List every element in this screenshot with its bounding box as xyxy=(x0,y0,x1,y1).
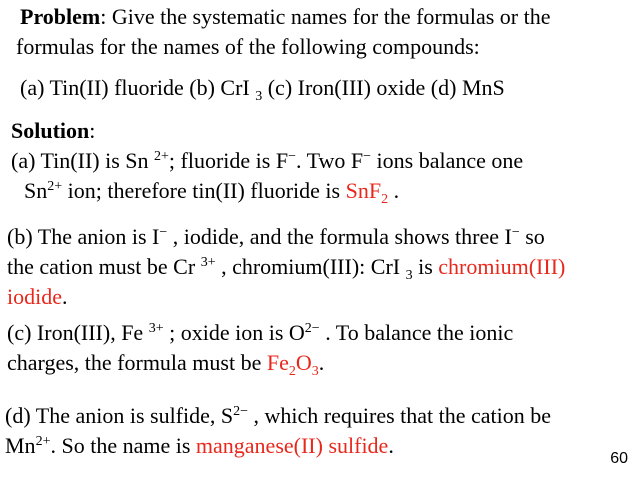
superscript: − xyxy=(288,149,296,164)
answer-text: SnF xyxy=(345,178,382,203)
problem-label: Problem xyxy=(20,4,101,29)
superscript: 3+ xyxy=(200,255,216,270)
text: ions balance one xyxy=(376,148,524,173)
subscript: 3 xyxy=(311,364,319,379)
solution-b-line-2 xyxy=(7,254,566,283)
problem-line-2 xyxy=(16,34,480,60)
problem-items xyxy=(20,75,505,104)
text: ion; therefore tin(II) fluoride is xyxy=(67,178,341,203)
answer-b: chromium(III) xyxy=(438,254,566,279)
solution-colon: : xyxy=(89,118,96,143)
text: charges, the formula must be xyxy=(7,350,262,375)
problem-items-text: (a) Tin(II) fluoride (b) CrI xyxy=(20,75,250,100)
page-number: 60 xyxy=(610,450,628,467)
text: ; oxide ion is O xyxy=(169,320,305,345)
solution-c-line-1 xyxy=(7,320,513,346)
solution-d-line-1 xyxy=(5,403,551,429)
text: the cation must be Cr xyxy=(7,254,196,279)
text: . So the name is xyxy=(50,433,191,458)
solution-c-line-2 xyxy=(7,350,325,379)
text: so xyxy=(525,224,545,249)
solution-label: Solution xyxy=(11,118,90,143)
problem-items-text: (c) Iron(III) oxide (d) MnS xyxy=(267,75,505,100)
answer-b-cont: iodide xyxy=(7,284,62,309)
text: is xyxy=(418,254,433,279)
text: . xyxy=(62,284,68,309)
text: , iodide, and the formula shows three I xyxy=(172,224,512,249)
superscript: 2− xyxy=(304,321,320,336)
text: (d) The anion is sulfide, S xyxy=(5,403,234,428)
solution-a-line-2 xyxy=(24,178,400,207)
text: Sn xyxy=(24,178,48,203)
text: . xyxy=(393,178,400,203)
subscript: 3 xyxy=(405,268,413,283)
superscript: − xyxy=(363,149,372,164)
text: (b) The anion is I xyxy=(7,224,160,249)
answer-text: O xyxy=(295,350,312,375)
superscript: − xyxy=(159,225,168,240)
solution-heading xyxy=(11,118,95,144)
text: ; fluoride is F xyxy=(168,148,289,173)
text: . xyxy=(318,350,325,375)
answer-a xyxy=(345,178,389,207)
problem-text: formulas for the names of the following compounds: xyxy=(16,34,480,59)
answer-text: Fe xyxy=(266,350,289,375)
text: , which requires that the cation be xyxy=(253,403,552,428)
text: . xyxy=(388,433,394,458)
text: . Two F xyxy=(296,148,364,173)
solution-b-line-1 xyxy=(7,224,545,250)
text: , chromium(III): CrI xyxy=(221,254,401,279)
superscript: 2+ xyxy=(154,149,169,164)
superscript: 2− xyxy=(233,404,249,419)
answer-c xyxy=(266,350,319,379)
solution-d-line-2 xyxy=(5,433,394,459)
superscript: 2+ xyxy=(35,434,51,449)
problem-text: : Give the systematic names for the formulas or the xyxy=(100,4,551,29)
text: (a) Tin(II) is Sn xyxy=(11,148,149,173)
subscript: 2 xyxy=(381,192,389,207)
solution-b-line-3 xyxy=(7,284,68,310)
text: (c) Iron(III), Fe xyxy=(7,320,144,345)
superscript: 3+ xyxy=(148,321,164,336)
subscript: 2 xyxy=(288,364,296,379)
solution-a-line-1 xyxy=(11,148,523,174)
subscript: 3 xyxy=(255,89,263,104)
superscript: − xyxy=(511,225,520,240)
superscript: 2+ xyxy=(47,179,63,194)
text: Mn xyxy=(5,433,36,458)
problem-line-1 xyxy=(20,4,551,30)
answer-d: manganese(II) sulfide xyxy=(195,433,389,458)
text: . To balance the ionic xyxy=(325,320,514,345)
